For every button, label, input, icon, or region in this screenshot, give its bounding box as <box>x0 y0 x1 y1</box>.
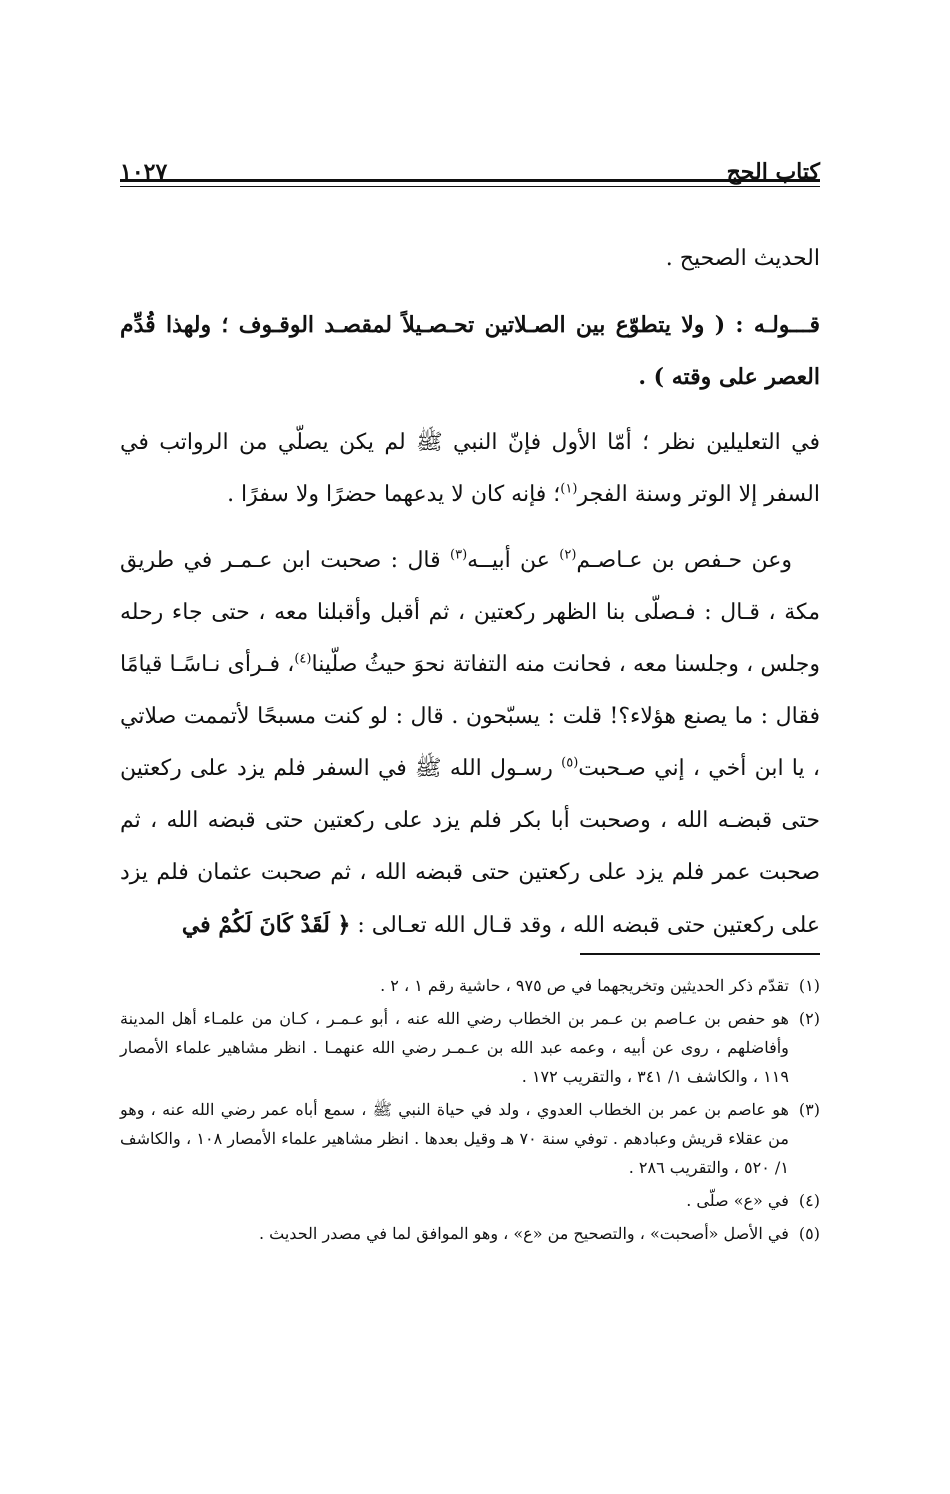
header-rule-thick <box>120 179 820 182</box>
footnote-number: (٢) <box>798 1009 820 1028</box>
paragraph-3 <box>120 417 820 521</box>
page-number: ١٠٢٧ <box>120 159 168 185</box>
footnote-ref-1[interactable]: (١) <box>560 481 578 497</box>
footnote-text: هو عاصم بن عمر بن الخطاب العدوي ، ولد في حياة النبي ﷺ ، سمع أباه عمر رضي الله عنه ، وهو من عقلاء قريش وعبادهم . توفي سنة ٧٠ هـ وقيل بعدها . انظر مشاهير علماء الأمصار ١٠٨ ، والكاشف ١/ ٥٢٠ ، والتقريب ٢٨٦ . <box>120 1100 789 1177</box>
footnote-ref-2[interactable]: (٢) <box>559 547 577 563</box>
paragraph-3-text-b: ؛ فإنه كان لا يدعهما حضرًا ولا سفرًا . <box>227 482 561 507</box>
footnote-number: (٥) <box>798 1224 820 1243</box>
quran-quotation: ﴿ لَقَدْ كَانَ لَكُمْ في <box>181 912 351 938</box>
paragraph-4-text-b: عن أبيــه <box>467 548 560 573</box>
footnote-item <box>120 1186 820 1215</box>
paragraph-3-text-a: في التعليلين نظر ؛ أمّا الأول فإنّ النبي ﷺ لم يكن يصلّي من الرواتب في السفر إلا الوتر وسنة الفجر <box>120 430 820 507</box>
footnote-ref-3[interactable]: (٣) <box>450 547 468 563</box>
footnote-ref-5[interactable]: (٥) <box>561 755 579 771</box>
footnote-text: في الأصل «أصحبت» ، والتصحيح من «ع» ، وهو الموافق لما في مصدر الحديث . <box>258 1224 789 1243</box>
paragraph-2-text: قـــولـه : ( ولا يتطوّع بين الصـلاتين تحـصـيلاً لمقصـد الوقـوف ؛ ولهذا قُدِّم العصر على وقته ) . <box>120 312 820 390</box>
footnote-text: هو حفص بن عـاصم بن عـمر بن الخطاب رضي الله عنه ، أبو عـمـر ، كـان من علمـاء أهل المدينة وأفاضلهم ، روى عن أبيه ، وعمه عبد الله بن عـمـر رضي الله عنهمـا . انظر مشاهير علماء الأمصار ١١٩ ، والكاشف ١/ ٣٤١ ، والتقريب ١٧٢ . <box>120 1009 789 1086</box>
paragraph-4-hadith <box>120 535 820 952</box>
footnote-number: (٤) <box>798 1191 820 1210</box>
footnote-item <box>120 1095 820 1182</box>
footnote-text: تقدّم ذكر الحديثين وتخريجهما في ص ٩٧٥ ، حاشية رقم ١ ، ٢ . <box>380 976 789 995</box>
footnote-text: في «ع» صلّى . <box>686 1191 789 1210</box>
footnotes <box>120 971 820 1252</box>
footnote-item <box>120 971 820 1000</box>
paragraph-1 <box>120 233 820 285</box>
main-text <box>120 233 820 966</box>
chapter-title: كتاب الحج <box>726 159 820 185</box>
book-page <box>120 135 820 1335</box>
footnote-item <box>120 1219 820 1248</box>
paragraph-4-text-c: قال : صحبت ابن عـمـر في طريق مكة ، قـال : فـصلّى بنا الظهر ركعتين ، ثم أقبل وأقبلنا معه ، حتى جاء رحله وجلس ، وجلسنا معه ، فحانت منه التفاتة نحوَ حيثُ صلّينا <box>120 548 820 677</box>
footnote-ref-4[interactable]: (٤) <box>294 651 312 667</box>
paragraph-4-text-d: ، فـرأى نـاسًـا قيامًا فقال : ما يصنع هؤلاء؟! قلت : يسبّحون . قال : لو كنت مسبحًا لأتممت صلاتي ، يا ابن أخي ، إني صـحبت <box>120 652 820 781</box>
header-rule-thin <box>120 186 820 187</box>
footnote-number: (٣) <box>798 1100 820 1119</box>
footnote-item <box>120 1004 820 1091</box>
paragraph-4-text-e: رسـول الله ﷺ في السفر فلم يزد على ركعتين حتى قبضـه الله ، وصحبت أبا بكر فلم يزد على ركعتين حتى قبضه الله ، ثم صحبت عمر فلم يزد على ركعتين حتى قبضه الله ، ثم صحبت عثمان فلم يزد على ركعتين حتى قبضه الله ، وقد قـال الله تعـالى : <box>120 756 820 938</box>
paragraph-1-text: الحديث الصحيح . <box>665 246 820 271</box>
footnote-divider <box>580 953 820 955</box>
footnote-number: (١) <box>798 976 820 995</box>
paragraph-2-quoted-statement <box>120 299 820 403</box>
paragraph-4-text-a: وعن حـفص بن عـاصـم <box>576 548 792 573</box>
